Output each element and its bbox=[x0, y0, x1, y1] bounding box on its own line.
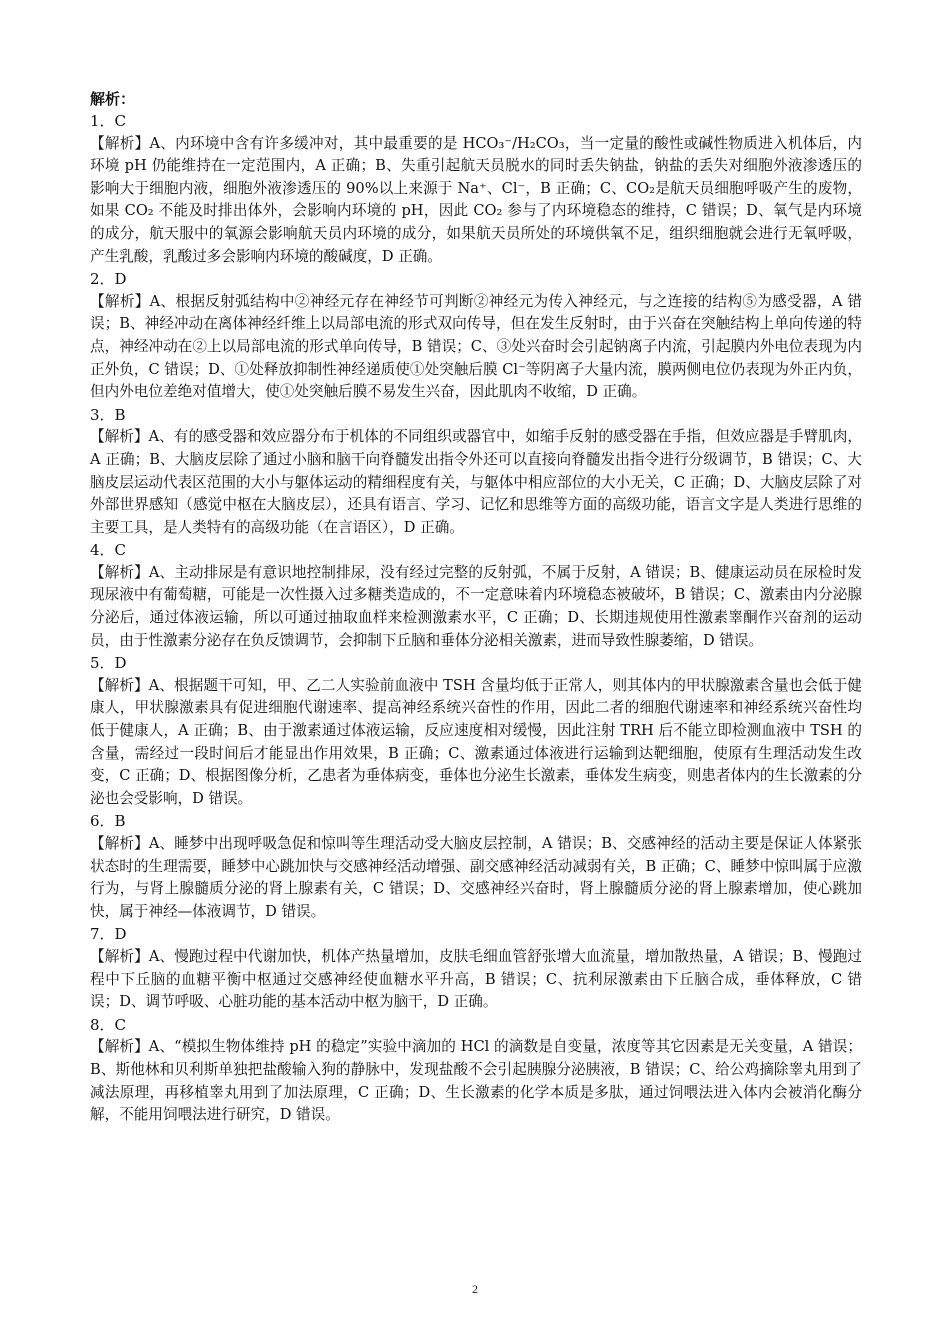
question-5-explanation: 【解析】A、根据题干可知，甲、乙二人实验前血液中 TSH 含量均低于正常人，则其体内的甲状腺激素含量也会低于健康人，甲状腺激素具有促进细胞代谢速率、提高神经系统兴奋性的作用，因此二者的细胞代谢速率和神经系统兴奋性均低于健康人，A 正确；B、由于激素通过体液运输，反应速度相对缓慢，因此注射 TRH 后不能立即检测血液中 TSH 的含量，需经过一段时间后才能显出作用效果，B 正确；C、激素通过体液进行运输到达靶细胞，使原有生理活动发生改变，C 正确；D、根据图像分析，乙患者为垂体病变，垂体也分泌生长激素，垂体发生病变，则患者体内的生长激素的分泌也会受影响，D 错误。 bbox=[90, 676, 862, 807]
question-3-answer: 3．B bbox=[90, 405, 126, 424]
question-8-explanation: 【解析】A、“模拟生物体维持 pH 的稳定”实验中滴加的 HCl 的滴数是自变量，浓度等其它因素是无关变量，A 错误；B、斯他林和贝利斯单独把盐酸输入狗的静脉中，发现盐酸不会引起胰腺分泌胰液，B 错误；C、给公鸡摘除睾丸用到了减法原理，再移植睾丸用到了加法原理，C 正确；D、生长激素的化学本质是多肽，通过饲喂法进入体内会被消化酶分解，不能用饲喂法进行研究，D 错误。 bbox=[90, 1038, 862, 1124]
question-1-answer: 1．C bbox=[90, 112, 127, 130]
question-1-explanation: 【解析】A、内环境中含有许多缓冲对，其中最重要的是 HCO₃⁻/H₂CO₃，当一定量的酸性或碱性物质进入机体后，内环境 pH 仍能维持在一定范围内，A 正确；B、失重引起航天员脱水的同时丢失钠盐，钠盐的丢失对细胞外液渗透压的影响大于细胞内液，细胞外液渗透压的 90%以上来源于 Na⁺、Cl⁻，B 正确；C、CO₂是航天员细胞呼吸产生的废物，如果 CO₂ 不能及时排出体外，会影响内环境的 pH，因此 CO₂ 参与了内环境稳态的维持，C 错误；D、氧气是内环境的成分，航天服中的氧源会影响航天员内环境的成分，如果航天员所处的环境供氧不足，组织细胞就会进行无氧呼吸，产生乳酸，乳酸过多会影响内环境的酸碱度，D 正确。 bbox=[90, 134, 862, 265]
question-6-explanation: 【解析】A、睡梦中出现呼吸急促和惊叫等生理活动受大脑皮层控制，A 错误；B、交感神经的活动主要是保证人体紧张状态时的生理需要，睡梦中心跳加快与交感神经活动增强、副交感神经活动减弱有关，B 正确；C、睡梦中惊叫属于应激行为，与肾上腺髓质分泌的肾上腺素有关，C 错误；D、交感神经兴奋时，肾上腺髓质分泌的肾上腺素增加，使心跳加快，属于神经—体液调节，D 错误。 bbox=[90, 835, 862, 920]
question-4-explanation: 【解析】A、主动排尿是有意识地控制排尿，没有经过完整的反射弧，不属于反射，A 错误；B、健康运动员在尿检时发现尿液中有葡萄糖，可能是一次性摄入过多糖类造成的，不一定意味着内环境稳态被破坏，B 错误；C、激素由内分泌腺分泌后，通过体液运输，所以可通过抽取血样来检测激素水平，C 正确；D、长期违规使用性激素睾酮作兴奋剂的运动员，由于性激素分泌存在负反馈调节，会抑制下丘脑和垂体分泌相关激素，进而导致性腺萎缩，D 错误。 bbox=[90, 563, 862, 649]
question-2-answer: 2．D bbox=[90, 270, 127, 289]
question-2-explanation: 【解析】A、根据反射弧结构中②神经元存在神经节可判断②神经元为传入神经元，与之连接的结构⑤为感受器，A 错误；B、神经冲动在离体神经纤维上以局部电流的形式双向传导，但在发生反射时，由于兴奋在突触结构上单向传递的特点，神经冲动在②上以局部电流的形式单向传导，B 错误；C、③处兴奋时会引起钠离子内流，引起膜内外电位表现为内正外负，C 错误；D、①处释放抑制性神经递质使①处突触后膜 Cl⁻等阴离子大量内流，膜两侧电位仍表现为外正内负，但内外电位差绝对值增大，使①处突触后膜不易发生兴奋，因此肌肉不收缩，D 正确。 bbox=[90, 292, 862, 401]
question-6-answer: 6．B bbox=[90, 812, 126, 831]
question-3-explanation: 【解析】A、有的感受器和效应器分布于机体的不同组织或器官中，如缩手反射的感受器在手指，但效应器是手臂肌肉，A 正确；B、大脑皮层除了通过小脑和脑干向脊髓发出指令外还可以直接向脊髓发出指令进行分级调节，B 错误；C、大脑皮层运动代表区范围的大小与躯体运动的精细程度有关，与躯体中相应部位的大小无关，C 正确；D、大脑皮层除了对外部世界感知（感觉中枢在大脑皮层），还具有语言、学习、记忆和思维等方面的高级功能，语言文字是人类进行思维的主要工具，是人类特有的高级功能（在言语区），D 正确。 bbox=[90, 428, 862, 536]
question-5-answer: 5．D bbox=[90, 654, 127, 673]
question-4-answer: 4．C bbox=[90, 541, 127, 560]
question-8-answer: 8．C bbox=[90, 1015, 127, 1034]
question-7-answer: 7．D bbox=[90, 925, 127, 944]
page-number: 2 bbox=[472, 1282, 478, 1296]
question-7-explanation: 【解析】A、慢跑过程中代谢加快，机体产热量增加，皮肤毛细血管舒张增大血流量，增加散热量，A 错误；B、慢跑过程中下丘脑的血糖平衡中枢通过交感神经使血糖水平升高，B 错误；C、抗利尿激素由下丘脑合成，垂体释放，C 错误；D、调节呼吸、心脏功能的基本活动中枢为脑干，D 正确。 bbox=[90, 947, 862, 1011]
section-heading: 解析： bbox=[90, 90, 136, 108]
